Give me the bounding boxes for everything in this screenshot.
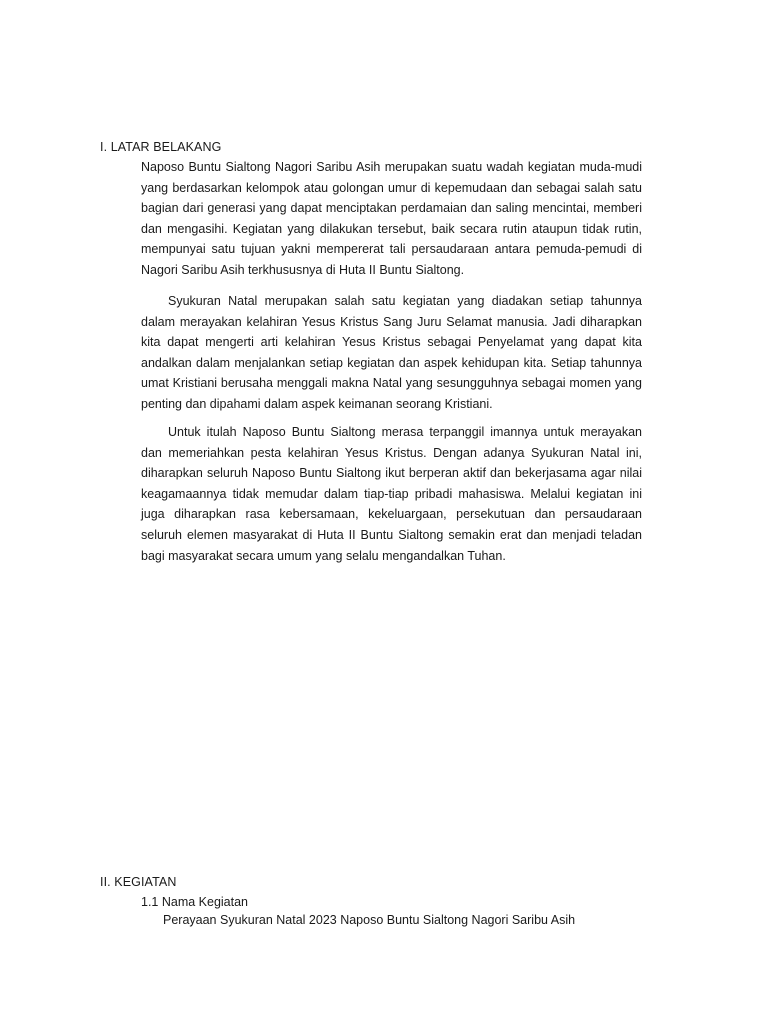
section-1-paragraph-3: Untuk itulah Naposo Buntu Sialtong merasa terpanggil imannya untuk merayakan dan memeriahkan pesta kelahiran Yesus Kristus. Dengan adanya Syukuran Natal ini, diharapkan seluruh Naposo Buntu Sialtong ikut berperan aktif dan bekerjasama agar nilai keagamaannya tidak memudar dalam tiap-tiap pribadi mahasiswa. Melalui kegiatan ini juga diharapkan rasa kebersamaan, kekeluargaan, persekutuan dan persaudaraan seluruh elemen masyarakat di Huta II Buntu Sialtong semakin erat dan menjadi teladan bagi masyarakat secara umum yang selalu mengandalkan Tuhan. xyxy=(141,425,642,563)
section-1-paragraph-1: Naposo Buntu Sialtong Nagori Saribu Asih merupakan suatu wadah kegiatan muda-mudi yang berdasarkan kelompok atau golongan umur di kepemudaan dan sebagai salah satu bagian dari generasi yang dapat menciptakan perdamaian dan saling mencintai, memberi dan mengasihi. Kegiatan yang dilakukan tersebut, baik secara rutin ataupun tidak rutin, mempunyai satu tujuan yakni mempererat tali persaudaraan antara pemuda-pemudi di Nagori Saribu Asih terkhususnya di Huta II Buntu Sialtong. xyxy=(141,160,642,277)
section-1-heading: I. LATAR BELAKANG xyxy=(100,140,222,154)
section-2-heading: II. KEGIATAN xyxy=(100,875,177,889)
subsection-1-1-value: Perayaan Syukuran Natal 2023 Naposo Buntu Sialtong Nagori Saribu Asih xyxy=(163,913,576,927)
section-1-paragraph-2: Syukuran Natal merupakan salah satu kegiatan yang diadakan setiap tahunnya dalam merayakan kelahiran Yesus Kristus Sang Juru Selamat manusia. Jadi diharapkan kita dapat mengerti arti kelahiran Yesus Kristus sebagai Penyelamat yang dapat kita andalkan dalam menjalankan setiap kegiatan dan aspek kehidupan kita. Setiap tahunnya umat Kristiani berusaha menggali makna Natal yang sesungguhnya sebagai momen yang penting dan dipahami dalam aspek keimanan seorang Kristiani. xyxy=(141,294,642,411)
subsection-1-1-heading: 1.1 Nama Kegiatan xyxy=(141,895,249,909)
